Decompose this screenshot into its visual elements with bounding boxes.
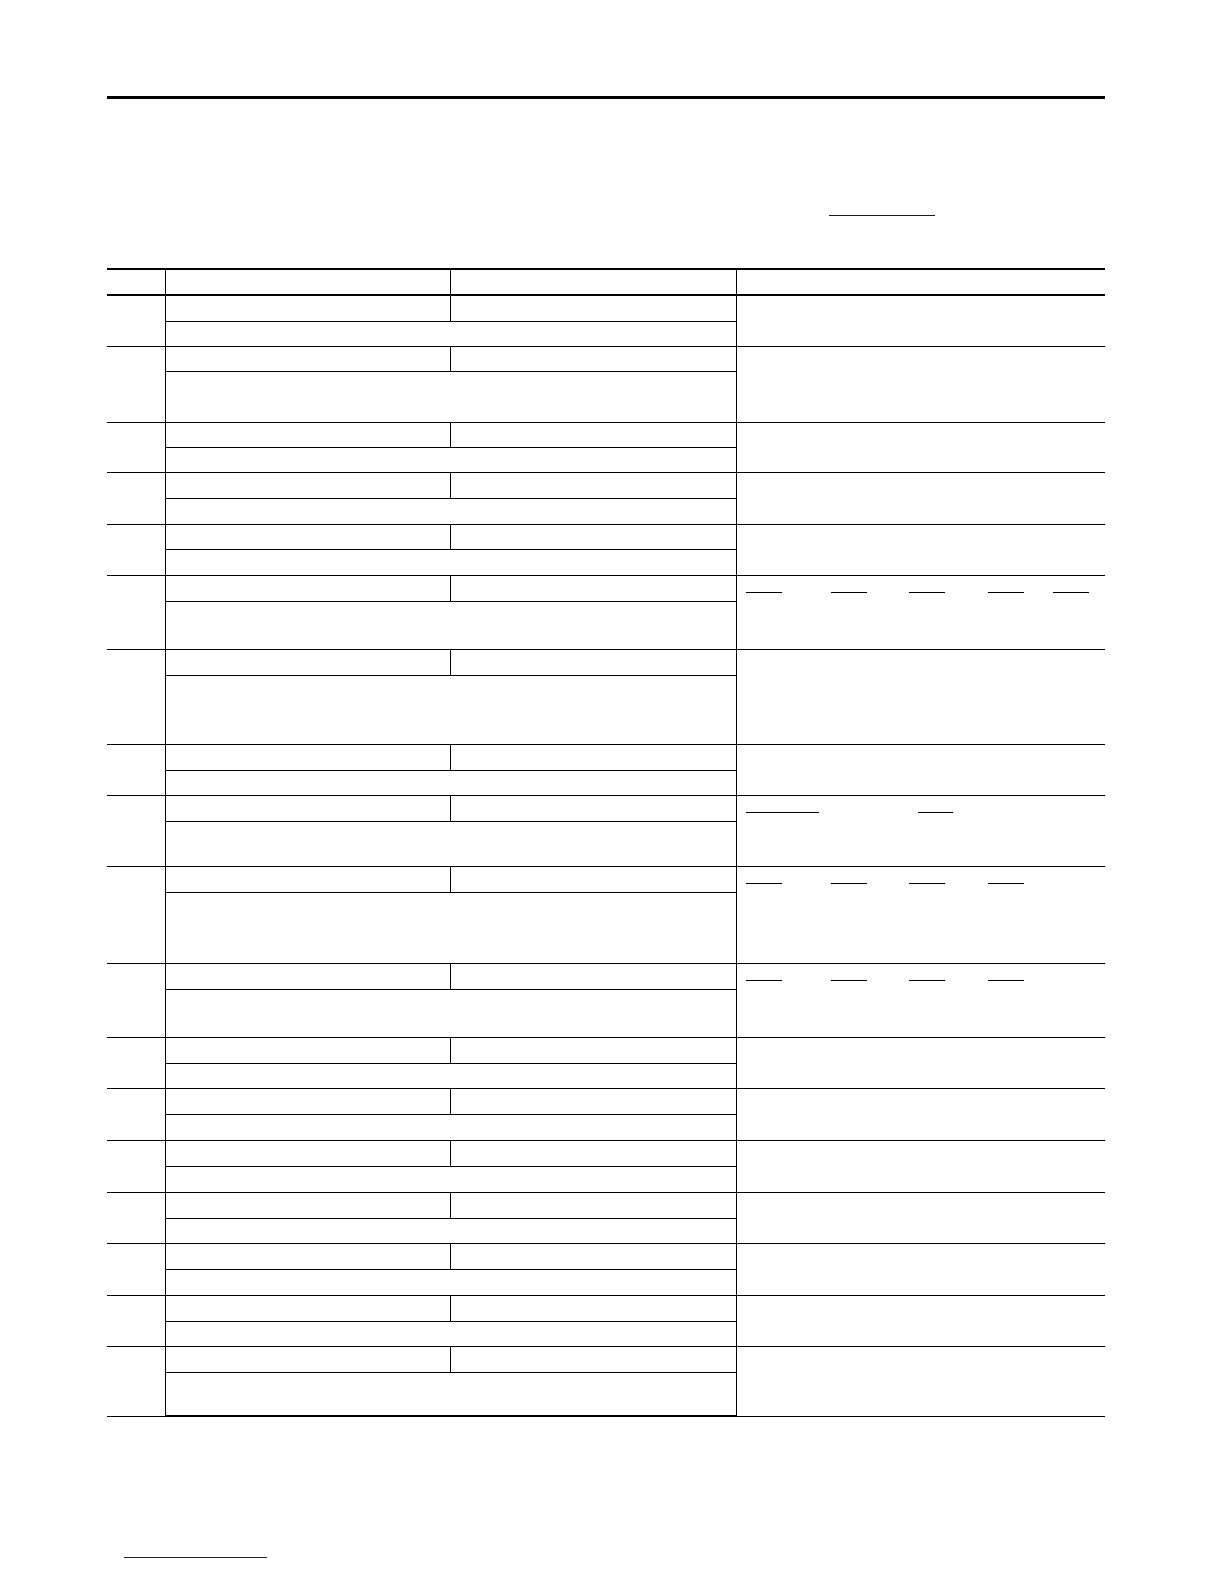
parameter-description: [165, 1063, 736, 1088]
fill-in-blank-line: [831, 980, 867, 981]
parameter-details: [736, 1243, 1105, 1295]
parameter-description: [165, 371, 736, 422]
parameter-description: [165, 770, 736, 795]
parameter-values: [450, 1192, 736, 1218]
parameter-values: [450, 744, 736, 770]
top-rule: [107, 96, 1105, 99]
parameter-description: [165, 821, 736, 866]
parameter-values: [450, 866, 736, 892]
table-row: [107, 1346, 1105, 1372]
table-row: [107, 744, 1105, 770]
parameter-name: [165, 1243, 450, 1269]
table-row: [107, 1295, 1105, 1321]
table-row: [107, 575, 1105, 601]
parameter-description: [165, 1269, 736, 1295]
parameter-number: [107, 472, 165, 524]
parameter-number: [107, 524, 165, 575]
parameter-details: [736, 346, 1105, 422]
parameter-name: [165, 472, 450, 498]
fill-in-blank-line: [746, 592, 782, 593]
footer-link[interactable]: [124, 1557, 267, 1558]
table-row: [107, 422, 1105, 447]
fill-in-blank-line: [988, 883, 1024, 884]
parameter-number: [107, 866, 165, 963]
parameter-description: [165, 321, 736, 346]
parameter-values: [450, 524, 736, 549]
parameter-name: [165, 1037, 450, 1063]
table-row: [107, 524, 1105, 549]
parameter-details: [736, 963, 1105, 1037]
parameter-values: [450, 649, 736, 675]
parameter-number: [107, 1140, 165, 1192]
table-row: [107, 346, 1105, 371]
table-header-row: [107, 269, 1105, 295]
parameter-number: [107, 649, 165, 744]
parameter-number: [107, 744, 165, 795]
table-row: [107, 795, 1105, 821]
parameter-details: [736, 1295, 1105, 1346]
table-row: [107, 1037, 1105, 1063]
table-row: [107, 866, 1105, 892]
fill-in-blank-line: [746, 812, 819, 813]
parameter-number: [107, 346, 165, 422]
parameter-details: [736, 295, 1105, 346]
parameter-number: [107, 575, 165, 649]
fill-in-blank-line: [909, 980, 945, 981]
parameter-details: [736, 744, 1105, 795]
reference-link[interactable]: [829, 215, 935, 216]
parameter-values: [450, 1295, 736, 1321]
parameter-description: [165, 1372, 736, 1416]
parameter-values: [450, 575, 736, 601]
parameter-description: [165, 1114, 736, 1140]
parameter-values: [450, 1037, 736, 1063]
parameter-description: [165, 675, 736, 744]
parameter-details: [736, 649, 1105, 744]
parameter-details: [736, 472, 1105, 524]
parameter-values: [450, 795, 736, 821]
parameter-details: [736, 795, 1105, 866]
parameter-description: [165, 601, 736, 649]
parameter-name: [165, 963, 450, 989]
column-header-name: [165, 269, 450, 295]
parameter-name: [165, 1140, 450, 1166]
parameter-details: [736, 1192, 1105, 1243]
parameter-details: [736, 1088, 1105, 1140]
table-row: [107, 295, 1105, 321]
parameter-details: [736, 1140, 1105, 1192]
table-row: [107, 1192, 1105, 1218]
parameter-number: [107, 422, 165, 472]
parameter-number: [107, 1192, 165, 1243]
column-header-values: [450, 269, 736, 295]
parameter-name: [165, 524, 450, 549]
parameter-values: [450, 422, 736, 447]
parameter-name: [165, 1192, 450, 1218]
fill-in-blank-line: [988, 592, 1024, 593]
parameter-description: [165, 498, 736, 524]
parameter-table: [107, 268, 1105, 1417]
parameter-values: [450, 1243, 736, 1269]
table-row: [107, 963, 1105, 989]
parameter-description: [165, 1218, 736, 1243]
parameter-description: [165, 549, 736, 575]
parameter-description: [165, 1321, 736, 1346]
column-header-details: [736, 269, 1105, 295]
parameter-name: [165, 295, 450, 321]
parameter-number: [107, 1295, 165, 1346]
table-row: [107, 649, 1105, 675]
parameter-details: [736, 575, 1105, 649]
parameter-number: [107, 295, 165, 346]
table-row: [107, 1243, 1105, 1269]
parameter-name: [165, 1346, 450, 1372]
parameter-name: [165, 1295, 450, 1321]
parameter-description: [165, 892, 736, 963]
parameter-description: [165, 1166, 736, 1192]
parameter-name: [165, 649, 450, 675]
fill-in-blank-line: [746, 883, 782, 884]
table-row: [107, 472, 1105, 498]
parameter-name: [165, 795, 450, 821]
parameter-description: [165, 447, 736, 472]
parameter-values: [450, 963, 736, 989]
parameter-name: [165, 346, 450, 371]
fill-in-blank-line: [831, 883, 867, 884]
parameter-name: [165, 1088, 450, 1114]
parameter-details: [736, 866, 1105, 963]
parameter-details: [736, 524, 1105, 575]
parameter-description: [165, 989, 736, 1037]
parameter-number: [107, 1037, 165, 1088]
parameter-values: [450, 1088, 736, 1114]
parameter-name: [165, 575, 450, 601]
parameter-number: [107, 1088, 165, 1140]
fill-in-blank-line: [988, 980, 1024, 981]
fill-in-blank-line: [831, 592, 867, 593]
parameter-details: [736, 422, 1105, 472]
parameter-values: [450, 1346, 736, 1372]
parameter-number: [107, 795, 165, 866]
fill-in-blank-line: [746, 980, 782, 981]
parameter-number: [107, 1243, 165, 1295]
fill-in-blank-line: [918, 812, 953, 813]
parameter-name: [165, 422, 450, 447]
column-header-number: [107, 269, 165, 295]
parameter-values: [450, 346, 736, 371]
parameter-values: [450, 472, 736, 498]
parameter-details: [736, 1346, 1105, 1416]
parameter-details: [736, 1037, 1105, 1088]
fill-in-blank-line: [1053, 592, 1089, 593]
fill-in-blank-line: [909, 883, 945, 884]
parameter-name: [165, 866, 450, 892]
parameter-number: [107, 1346, 165, 1416]
table-row: [107, 1140, 1105, 1166]
table-row: [107, 1088, 1105, 1114]
parameter-number: [107, 963, 165, 1037]
parameter-values: [450, 295, 736, 321]
fill-in-blank-line: [909, 592, 945, 593]
parameter-values: [450, 1140, 736, 1166]
parameter-name: [165, 744, 450, 770]
